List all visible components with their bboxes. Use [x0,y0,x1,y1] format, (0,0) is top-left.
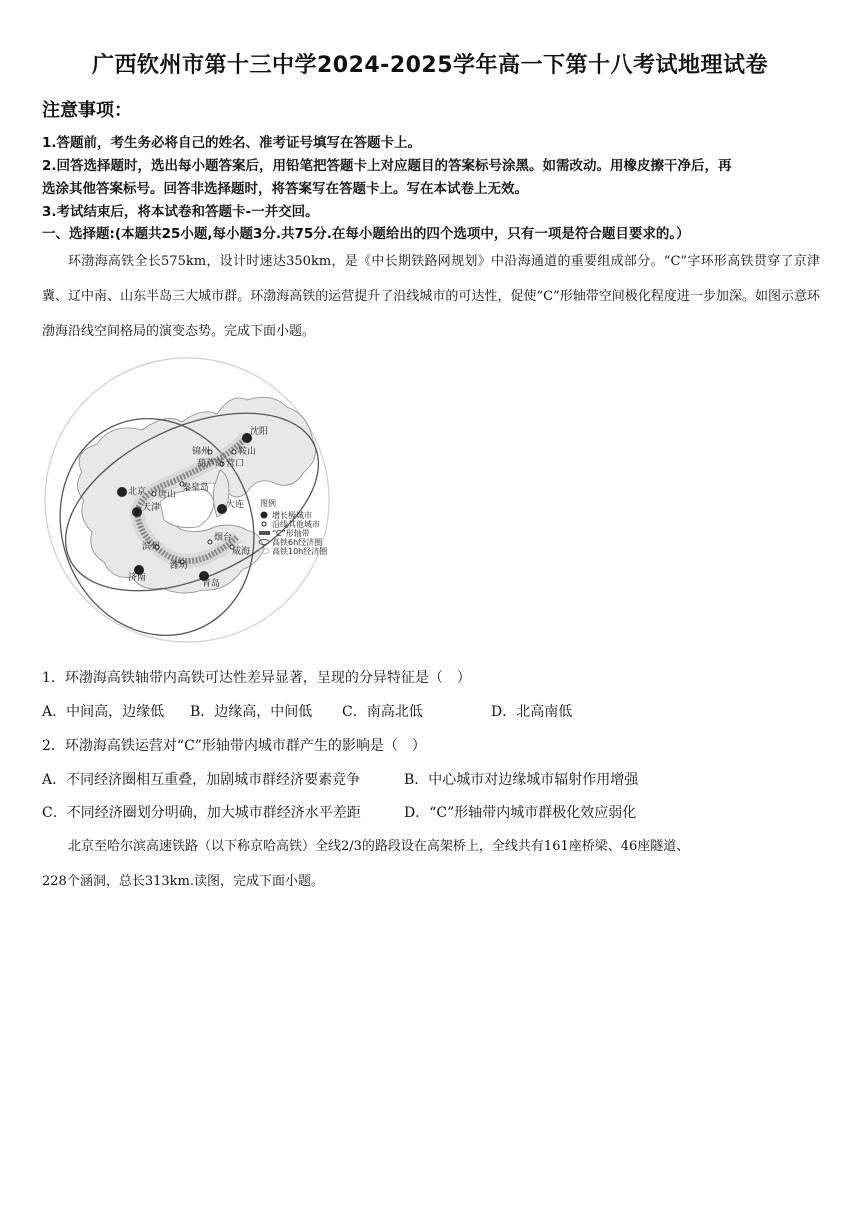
city-anshan [232,450,236,454]
label-jinan: 济南 [128,573,147,583]
legend-axis: “C”形轴带 [272,529,310,538]
notice-item-1 [42,132,822,154]
label-tianjin: 天津 [142,503,161,513]
notice-heading: 注意事项： [42,100,132,121]
label-binzhou: 滨州 [142,542,161,552]
label-dalian: 大连 [226,500,245,510]
label-qinhuangdao: 秦皇岛 [182,483,210,493]
legend-other-city: 沿线其他城市 [272,520,320,529]
label-weifang: 潍坊 [170,561,189,571]
q1-option-c[interactable]: C．南高北低 [342,704,423,720]
q1-option-d[interactable]: D．北高南低 [491,704,573,720]
question-2-stem: 2．环渤海高铁运营对“C”形轴带内城市群产生的影响是（ ） [42,738,426,754]
notice-item-2b [42,178,822,200]
legend-6h: 高铁6h经济圈 [272,538,323,547]
city-tangshan [152,492,156,496]
passage-2-line-1: 北京至哈尔滨高速铁路（以下称京哈高铁）全线2/3的路段设在高架桥上，全线共有161座桥梁、46座隧道、 [68,839,690,854]
label-anshan: 鞍山 [238,447,257,457]
q1-option-a[interactable]: A．中间高，边缘低 [42,704,165,720]
legend-10h: 高铁10h经济圈 [272,547,328,556]
label-yantai: 烟台 [214,533,233,543]
notice-item-3-text: 3.考试结束后，将本试卷和答题卡-一并交回。 [42,204,319,220]
notice-item-3 [42,201,822,223]
label-yingkou: 营口 [226,459,245,469]
notice-item-2a-text: 2.回答选择题时，选出每小题答案后，用铅笔把答题卡上对应题目的答案标号涂黑。如需改动。用橡皮擦干净后，再 [42,158,732,174]
city-yantai [208,540,212,544]
legend-growth-pole: 增长极城市 [272,511,312,520]
label-huludao: 葫芦岛 [197,459,225,469]
label-jinzhou: 锦州 [192,447,211,457]
legend-growth-pole-icon [261,512,268,519]
label-weihai: 威海 [232,547,251,557]
legend-other-city-icon [262,522,266,526]
section-heading-text: 一、选择题:(本题共25小题,每小题3分.共75分.在每小题给出的四个选项中，只有一项是符合题目要求的。） [42,226,690,242]
label-beijing: 北京 [128,487,147,497]
notice-item-2a [42,155,822,177]
q2-option-b[interactable]: B．中心城市对边缘城市辐射作用增强 [404,772,639,788]
q2-option-a[interactable]: A．不同经济圈相互重叠，加剧城市群经济要素竞争 [42,772,361,788]
question-1-stem: 1．环渤海高铁轴带内高铁可达性差异显著，呈现的分异特征是（ ） [42,670,471,686]
q2-option-d[interactable]: D．“C”形轴带内城市群极化效应弱化 [404,805,637,821]
notice-item-2b-text: 选涂其他答案标号。回答非选择题时，将答案写在答题卡上。写在本试卷上无效。 [42,181,528,197]
passage-2-line-2: 228个涵洞，总长313km.读图，完成下面小题。 [42,874,324,889]
label-tangshan: 唐山 [158,490,177,500]
passage-1: 环渤海高铁全长575km，设计时速达350km，是《中长期铁路网规划》中沿海通道的重要组成部分。“C”字环形高铁贯穿了京津冀、辽中南、山东半岛三大城市群。环渤海高铁的运营提升了沿线城市的可达性，促使“C”形轴带空间极化程度进一步加深。如图示意环渤海沿线空间格局的演变态势。完成下面小题。 [42,254,820,339]
label-qingdao: 青岛 [202,579,221,589]
growth-pole-tianjin [132,507,142,517]
growth-pole-beijing [117,487,127,497]
section-heading [42,223,822,245]
notice-item-1-text: 1.答题前，考生务必将自己的姓名、准考证号填写在答题卡上。 [42,135,422,151]
legend-axis-icon [259,531,270,535]
q1-option-b[interactable]: B．边缘高，中间低 [190,704,313,720]
bohai-map-figure [42,352,342,652]
label-shenyang: 沈阳 [250,427,269,437]
page-title: 广西钦州市第十三中学2024-2025学年高一下第十八考试地理试卷 [91,53,769,78]
bohai-map-svg [42,352,342,652]
q2-option-c[interactable]: C．不同经济圈划分明确，加大城市群经济水平差距 [42,805,361,821]
legend-title: 图例 [260,499,276,508]
